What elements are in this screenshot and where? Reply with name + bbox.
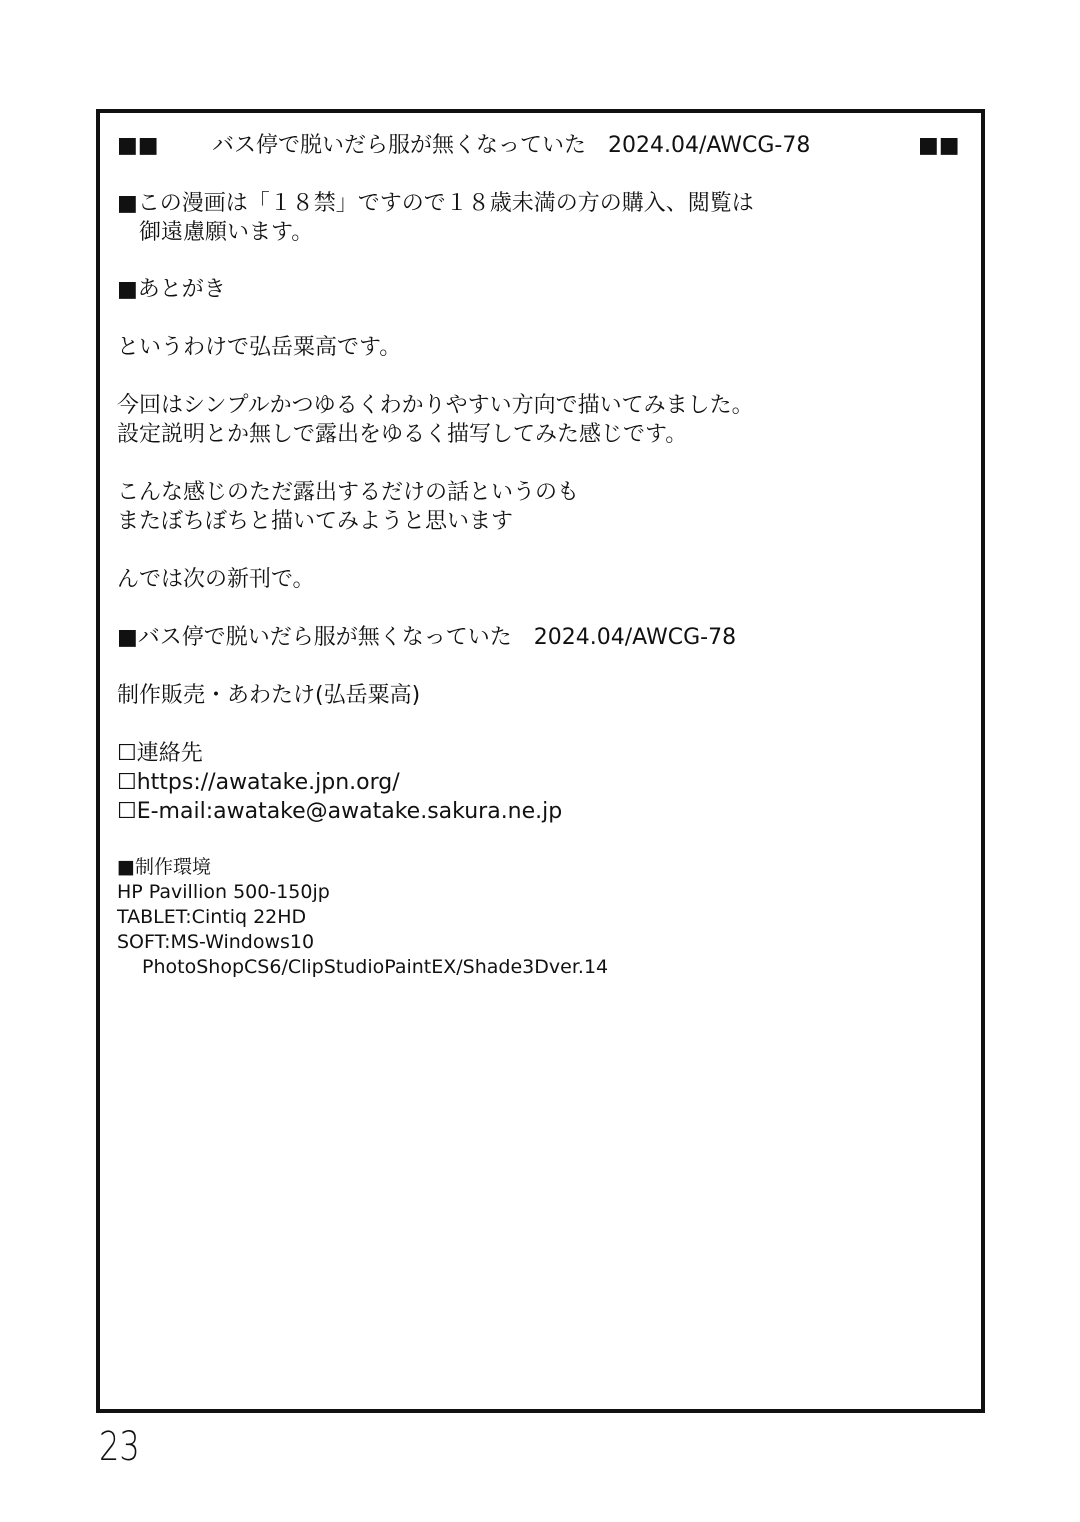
notice-line: ■この漫画は「１８禁」ですので１８歳未満の方の購入、閲覧は (117, 191, 754, 216)
paragraph-line: というわけで弘岳粟高です。 (117, 335, 402, 360)
environment-heading: ■制作環境 (117, 856, 211, 878)
header-title: バス停で脱いだら服が無くなっていた 2024.04/AWCG-78 (212, 133, 811, 158)
header-marks-right: ■■ (918, 133, 960, 158)
paragraph-line: 設定説明とか無しで露出をゆるく描写してみた感じです。 (117, 422, 688, 447)
notice-line: 御遠慮願います。 (117, 220, 314, 245)
paragraph-line: またぼちぼちと描いてみようと思います (117, 509, 514, 534)
paragraph-line: 今回はシンプルかつゆるくわかりやすい方向で描いてみました。 (117, 393, 754, 418)
contact-email: ☐E-mail:awatake@awatake.sakura.ne.jp (117, 799, 563, 824)
environment-line: SOFT:MS-Windows10 (117, 931, 315, 953)
paragraph-line: こんな感じのただ露出するだけの話というのも (117, 480, 580, 505)
colophon-title: ■バス停で脱いだら服が無くなっていた 2024.04/AWCG-78 (117, 625, 737, 650)
afterword-heading: ■あとがき (117, 277, 226, 302)
environment-line: PhotoShopCS6/ClipStudioPaintEX/Shade3Dver.14 (117, 956, 609, 978)
paragraph-line: んでは次の新刊で。 (117, 567, 315, 592)
page-frame (96, 109, 985, 1413)
environment-line: HP Pavillion 500-150jp (117, 881, 330, 903)
header-marks-left: ■■ (117, 133, 159, 158)
contact-heading: ☐連絡先 (117, 741, 203, 766)
contact-url: ☐https://awatake.jpn.org/ (117, 770, 400, 795)
environment-line: TABLET:Cintiq 22HD (117, 906, 307, 928)
publisher: 制作販売・あわたけ(弘岳粟高) (117, 683, 421, 708)
page-number: 23 (99, 1424, 140, 1470)
